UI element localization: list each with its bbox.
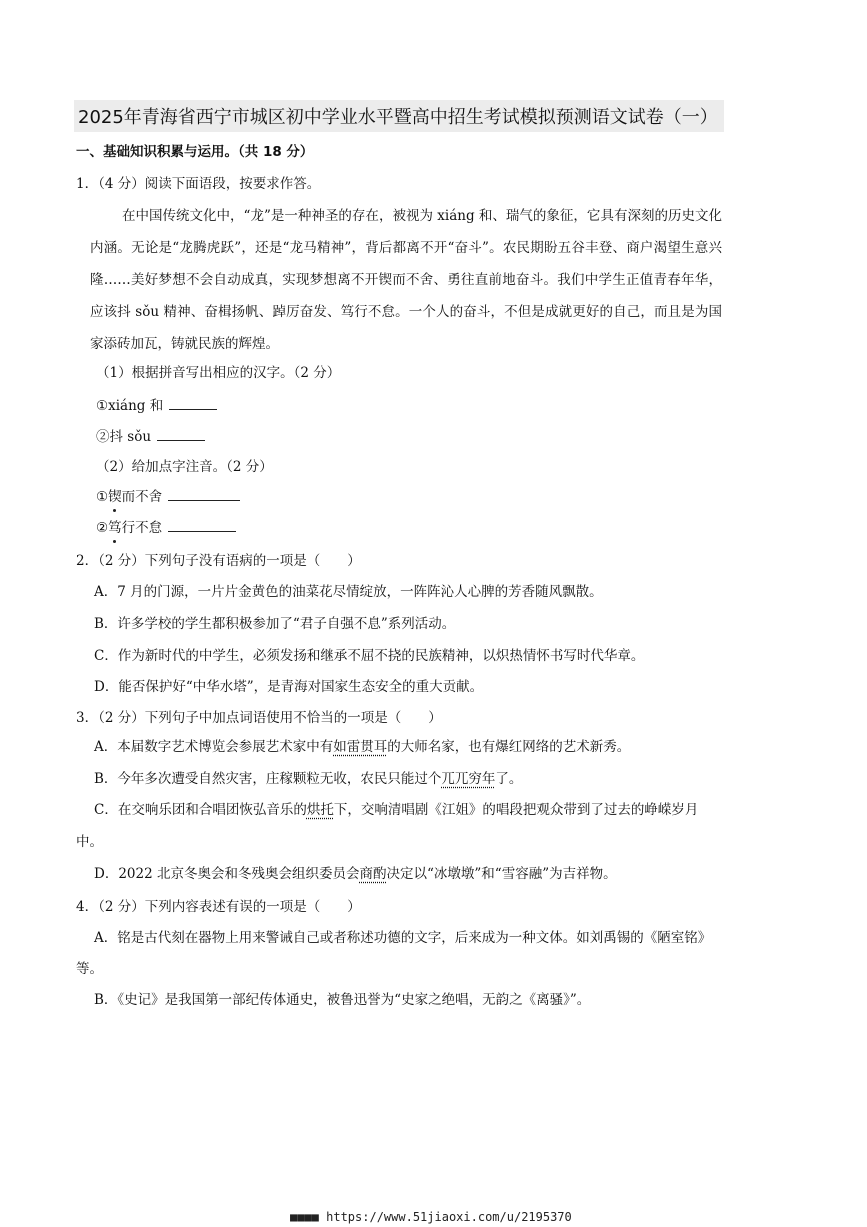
q3-b-text-rest: 了。 bbox=[495, 771, 523, 787]
q3-b-text: B．今年多次遭受自然灾害，庄稼颗粒无收，农民只能过个 bbox=[94, 771, 442, 787]
q3-d-text-rest: 决定以“冰墩墩”和“雪容融”为吉祥物。 bbox=[386, 866, 617, 882]
footer-url[interactable]: ■■■■ https://www.51jiaoxi.com/u/2195370 bbox=[290, 1210, 572, 1224]
q1-sub2-a-num: ① bbox=[96, 489, 109, 505]
q2-stem: 2．（2 分）下列句子没有语病的一项是（ ） bbox=[76, 553, 361, 569]
answer-blank[interactable] bbox=[168, 486, 240, 501]
answer-blank[interactable] bbox=[169, 395, 217, 410]
q2-option-b[interactable]: B．许多学校的学生都积极参加了“君子自强不息”系列活动。 bbox=[94, 616, 456, 632]
dotted-word: 商酌 bbox=[359, 866, 387, 882]
q1-sub1: （1）根据拼音写出相应的汉字。（2 分） bbox=[96, 365, 341, 381]
section-heading: 一、基础知识积累与运用。（共 18 分） bbox=[76, 144, 314, 160]
q3-option-c[interactable] bbox=[94, 800, 698, 820]
q1-sub2-b-num: ② bbox=[96, 520, 109, 536]
q1-sub2-a-rest: 而不舍 bbox=[121, 489, 163, 505]
q3-option-b[interactable] bbox=[94, 769, 522, 789]
q3-option-c-cont: 中。 bbox=[76, 834, 103, 850]
dotted-char: 锲 bbox=[108, 489, 122, 505]
dotted-char: 笃 bbox=[108, 520, 122, 536]
dotted-word: 如雷贯耳 bbox=[333, 739, 388, 755]
answer-blank[interactable] bbox=[157, 426, 205, 441]
dotted-word: 兀兀穷年 bbox=[441, 771, 496, 787]
q3-a-text: A．本届数字艺术博览会参展艺术家中有 bbox=[94, 739, 334, 755]
q1-sub2-b bbox=[96, 517, 236, 538]
q1-sub1-b-label: ②抖 sǒu bbox=[96, 429, 152, 445]
q4-stem: 4．（2 分）下列内容表述有误的一项是（ ） bbox=[76, 899, 361, 915]
q4-option-b[interactable]: B．《史记》是我国第一部纪传体通史，被鲁迅誉为“史家之绝唱，无韵之《离骚》”。 bbox=[94, 992, 591, 1008]
q3-option-a[interactable] bbox=[94, 737, 630, 757]
q1-sub1-a bbox=[96, 395, 217, 416]
q1-stem: 1．（4 分）阅读下面语段，按要求作答。 bbox=[76, 176, 321, 192]
q1-sub2-a bbox=[96, 486, 240, 507]
dotted-word: 烘托 bbox=[306, 802, 334, 818]
q1-sub2-b-rest: 行不怠 bbox=[121, 520, 163, 536]
q3-c-text: C．在交响乐团和合唱团恢弘音乐的 bbox=[94, 802, 307, 818]
q2-option-c[interactable]: C．作为新时代的中学生，必须发扬和继承不屈不挠的民族精神，以炽热情怀书写时代华章。 bbox=[94, 648, 645, 664]
q3-c-text-rest: 下，交响清唱剧《江姐》的唱段把观众带到了过去的峥嵘岁月 bbox=[333, 802, 699, 818]
q2-option-a[interactable]: A．7 月的门源，一片片金黄色的油菜花尽情绽放，一阵阵沁人心脾的芳香随风飘散。 bbox=[94, 584, 603, 600]
q3-stem: 3．（2 分）下列句子中加点词语使用不恰当的一项是（ ） bbox=[76, 710, 442, 726]
answer-blank[interactable] bbox=[168, 517, 236, 532]
q4-option-a[interactable]: A．铭是古代刻在器物上用来警诫自己或者称述功德的文字，后来成为一种文体。如刘禹锡的《陋室铭》 bbox=[94, 930, 712, 946]
q1-passage: 在中国传统文化中，“龙”是一种神圣的存在，被视为 xiáng 和、瑞气的象征，它具有深刻的历史文化内涵。无论是“龙腾虎跃”，还是“龙马精神”，背后都离不开“奋斗”。农民期盼五谷丰登、商户渴望生意兴隆……美好梦想不会自动成真，实现梦想离不开锲而不舍、勇往直前地奋斗。我们中学生正值青春年华，应该抖 sǒu 精神、奋楫扬帆、踔厉奋发、笃行不怠。一个人的奋斗，不但是成就更好的自己，而且是为国家添砖加瓦，铸就民族的辉煌。 bbox=[90, 208, 722, 352]
q1-sub1-a-label: ①xiáng 和 bbox=[96, 398, 164, 414]
q1-sub1-b bbox=[96, 426, 205, 447]
q4-option-a-cont: 等。 bbox=[76, 961, 103, 977]
q2-option-d[interactable]: D．能否保护好“中华水塔”，是青海对国家生态安全的重大贡献。 bbox=[94, 679, 484, 695]
exam-title: 2025年青海省西宁市城区初中学业水平暨高中招生考试模拟预测语文试卷（一） bbox=[74, 100, 724, 132]
q3-option-d[interactable] bbox=[94, 864, 617, 884]
q3-d-text: D．2022 北京冬奥会和冬残奥会组织委员会 bbox=[94, 866, 360, 882]
q1-sub2: （2）给加点字注音。（2 分） bbox=[96, 459, 273, 475]
q3-a-text-rest: 的大师名家，也有爆红网络的艺术新秀。 bbox=[387, 739, 631, 755]
